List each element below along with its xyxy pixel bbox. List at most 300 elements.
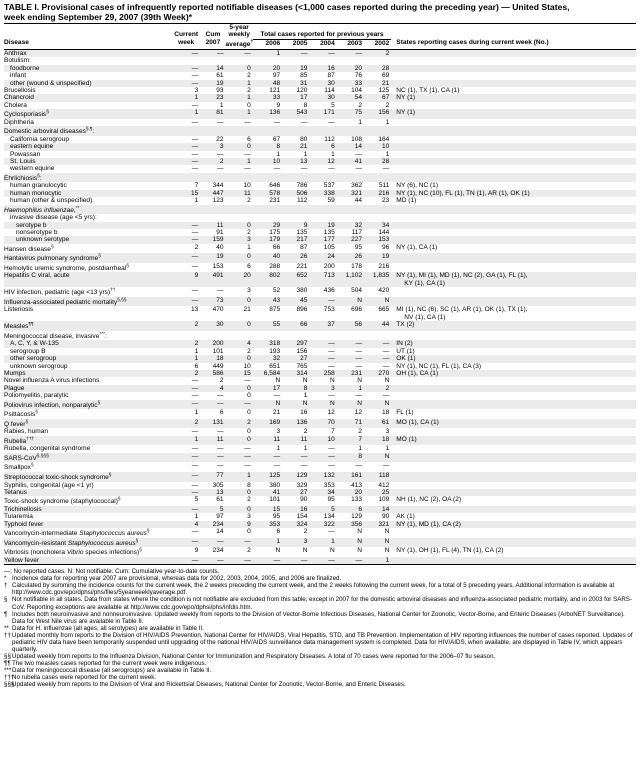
- footnote-mark: **: [75, 205, 80, 211]
- cases-2005-cell: 156: [296, 347, 308, 355]
- cum-2007-cell: 61: [216, 496, 224, 504]
- notifiable-diseases-table: [4, 23, 636, 565]
- states-reporting-cell: [391, 385, 636, 392]
- states-reporting-cell: [391, 521, 636, 528]
- cases-2004-cell: 19: [309, 222, 336, 229]
- cases-2004-cell: 30: [309, 94, 336, 101]
- cases-2005-cell: 324: [282, 521, 309, 528]
- disease-name: [4, 489, 172, 496]
- cases-2003-cell: 95: [354, 243, 363, 251]
- cases-2005-cell: 27: [282, 355, 309, 362]
- cum-2007-cell: 14: [216, 528, 224, 536]
- table-row: [4, 538, 636, 548]
- disease-name: [4, 57, 172, 64]
- cum-2007-cell: 97: [216, 513, 224, 521]
- cases-2006-cell: 17: [253, 385, 282, 392]
- cum-2007-cell: [200, 57, 225, 64]
- cases-2005-cell: 80: [300, 135, 308, 143]
- disease-name: [4, 496, 172, 506]
- states-reporting-text: NY (1), MI (1), MD (1), NC (2), GA (1), FL (1),: [396, 272, 528, 280]
- cases-2002-cell: [364, 205, 391, 215]
- cases-2005-cell: 652: [282, 272, 309, 287]
- cases-2004-cell: —: [309, 453, 336, 463]
- footnote-mark: §: [139, 548, 142, 554]
- five-year-avg-cell: 0: [247, 528, 251, 536]
- disease-label: eastern equine: [10, 143, 54, 151]
- cases-2006-cell: 55: [253, 321, 282, 331]
- five-year-avg-cell: 0: [226, 222, 253, 229]
- states-reporting-cell: [391, 173, 636, 183]
- table-row: [4, 409, 636, 419]
- states-reporting-cell: [391, 102, 636, 109]
- states-reporting-cell: [391, 72, 636, 79]
- cases-2002-cell: 25: [364, 489, 391, 496]
- five-year-avg-cell: —: [226, 538, 253, 548]
- footnote-mark: §: [25, 419, 29, 425]
- disease-label-italic: Staphylococcus aureus: [67, 539, 136, 547]
- footnote: [4, 653, 634, 660]
- disease-name: [4, 453, 172, 463]
- five-year-avg-cell: 3: [226, 236, 253, 243]
- cases-2004-cell: 258: [309, 370, 336, 377]
- footnote: [4, 681, 634, 688]
- cases-2004-cell: 436: [323, 287, 335, 295]
- cases-2002-cell: 61: [364, 419, 391, 429]
- cum-2007-cell: 159: [200, 236, 225, 243]
- five-year-avg-cell: 2: [247, 197, 251, 205]
- cum-2007-cell: 234: [212, 547, 224, 555]
- current-week-cell: —: [191, 262, 199, 270]
- cases-2003-cell: N: [337, 538, 364, 548]
- cases-2003-cell: 1,102: [337, 272, 364, 287]
- states-reporting-cell: [391, 400, 636, 410]
- disease-name: [4, 340, 172, 347]
- disease-name: [4, 263, 172, 273]
- disease-label: Rabies, human: [4, 428, 49, 436]
- cases-2002-cell: 125: [378, 86, 390, 94]
- cum-2007-cell: 3: [200, 143, 225, 150]
- cases-2004-cell: [309, 331, 336, 341]
- cases-2004-cell: 16: [309, 65, 336, 72]
- cases-2005-cell: N: [302, 377, 308, 385]
- footnote-mark: §: [46, 110, 49, 116]
- footnote: [4, 625, 634, 632]
- cases-2002-cell: 2: [364, 385, 391, 392]
- disease-name: [4, 253, 172, 263]
- states-reporting-cell: [391, 126, 636, 136]
- current-week-cell: 2: [172, 419, 200, 429]
- cases-2006-cell: 40: [253, 253, 282, 263]
- disease-name: [4, 229, 172, 236]
- cases-2003-cell: 129: [351, 513, 363, 521]
- five-year-avg-cell: 0: [226, 355, 253, 362]
- current-week-cell: —: [172, 49, 200, 57]
- cases-2005-cell: 896: [296, 306, 308, 314]
- current-week-cell: [172, 331, 200, 341]
- cases-2006-cell: 318: [253, 340, 282, 347]
- cases-2004-cell: [309, 205, 336, 215]
- cases-2005-cell: —: [282, 49, 309, 57]
- table-row: [4, 513, 636, 520]
- footnote-text: Updated weekly from reports to the Division of Viral and Rickettsial Diseases, National Center for Zoonotic, Vector-Borne, and Enteric Diseases.: [12, 681, 406, 689]
- year-2005-header: 2005: [292, 39, 308, 47]
- states-reporting-cell: [391, 321, 636, 331]
- cases-2003-cell: N: [357, 547, 363, 555]
- table-row: [4, 377, 636, 384]
- disease-name: [4, 409, 172, 419]
- cases-2006-cell: 20: [253, 65, 282, 72]
- disease-label: Syphilis, congenital (age <1 yr): [4, 481, 94, 489]
- disease-label: human (other & unspecified): [10, 197, 93, 205]
- cum-2007-cell: 91: [216, 228, 224, 236]
- states-reporting-cell: [391, 409, 636, 419]
- five-year-avg-cell: —: [226, 400, 253, 410]
- states-reporting-cell: [391, 190, 636, 197]
- cum-2007-cell: 101: [212, 347, 224, 355]
- five-year-avg-cell: —: [244, 165, 251, 173]
- cases-2005-cell: [282, 331, 309, 341]
- disease-name: [4, 136, 172, 143]
- cases-2005-cell: 16: [282, 506, 309, 513]
- current-week-cell: 1: [172, 109, 200, 119]
- current-week-cell: —: [172, 236, 200, 243]
- states-reporting-cell: [391, 222, 636, 229]
- disease-label: St. Louis: [10, 157, 36, 165]
- table-row: [4, 173, 636, 183]
- disease-name: [4, 385, 172, 392]
- current-week-cell: —: [172, 158, 200, 165]
- cases-2005-cell: —: [300, 118, 308, 126]
- table-row: [4, 182, 636, 189]
- cases-2006-cell: [253, 126, 282, 136]
- current-header-2: week: [178, 39, 195, 47]
- table-row: [4, 57, 636, 64]
- disease-label: western equine: [10, 165, 55, 173]
- cases-2005-cell: 314: [282, 370, 309, 377]
- footnote-text: Updated monthly from reports to the Division of HIV/AIDS Prevention, National Center for HIV/AIDS, Viral Hepatitis, STD, and TB Prevention. Implementation of HIV reporting influences the number of cases reported. Updates of pediatric HIV data have been temporarily suspended until upgrading of the national HIV/AIDS surveillance data management system is completed. Data for HIV/AIDS, when available, are displayed in Table IV, which appears quarterly.: [12, 631, 633, 653]
- year-2004-header: 2004: [320, 39, 335, 47]
- states-reporting-cell: [391, 49, 636, 57]
- five-year-avg-cell: —: [244, 118, 251, 126]
- disease-name: [4, 214, 172, 221]
- cases-2002-cell: N: [364, 297, 391, 307]
- table-row: [4, 340, 636, 347]
- cases-2005-cell: 2: [303, 428, 308, 436]
- cases-2006-cell: N: [275, 547, 281, 555]
- states-reporting-cell: [391, 538, 636, 548]
- cases-2002-cell: [364, 214, 391, 221]
- table-row: [4, 136, 636, 143]
- footnote-mark: §,§§: [117, 297, 127, 303]
- cases-2004-cell: 59: [327, 197, 335, 205]
- table-title: [4, 2, 636, 22]
- cases-2004-cell: [309, 126, 336, 136]
- states-reporting-cell: [391, 496, 636, 506]
- disease-name: [4, 197, 172, 204]
- disease-label: Hansen disease: [4, 245, 51, 253]
- disease-label: Poliomyelitis, paralytic: [4, 392, 69, 400]
- states-reporting-text-cont: KY (1), CA (1): [404, 279, 445, 287]
- table-row: [4, 94, 636, 101]
- disease-name: [4, 538, 172, 548]
- current-week-cell: 2: [172, 340, 200, 347]
- footnote: [4, 575, 634, 582]
- year-2003-header: 2003: [347, 39, 363, 47]
- cases-2002-cell: 28: [364, 65, 391, 72]
- cum-2007-cell: —: [200, 538, 225, 548]
- cases-2005-cell: 765: [296, 362, 308, 370]
- states-reporting-cell: [391, 506, 636, 513]
- cum-2007-cell: [200, 331, 225, 341]
- cases-2005-cell: 217: [282, 236, 309, 243]
- cases-2005-cell: 221: [296, 262, 308, 270]
- disease-label: Powassan: [10, 150, 41, 158]
- footnote-marker: **: [4, 624, 9, 632]
- current-week-cell: —: [191, 228, 199, 236]
- cum-2007-cell: 61: [216, 72, 224, 80]
- table-row: [4, 370, 636, 377]
- states-reporting-text: FL (1): [396, 409, 414, 417]
- footnote: [4, 611, 634, 625]
- states-reporting-cell: [391, 557, 636, 565]
- cum-2007-cell: 234: [200, 521, 225, 528]
- current-header-1: Current: [174, 31, 199, 39]
- cases-2004-cell: —: [328, 347, 335, 355]
- states-reporting-cell: [391, 165, 636, 172]
- cases-2003-cell: 362: [351, 182, 363, 190]
- table-row: [4, 521, 636, 528]
- cases-2003-cell: 41: [337, 158, 364, 165]
- footnote-marker: ¶: [4, 610, 8, 618]
- disease-name: [4, 205, 172, 215]
- cases-2004-cell: —: [328, 462, 335, 470]
- cases-2005-cell: 8: [303, 101, 308, 109]
- cases-2006-cell: N: [253, 400, 282, 410]
- current-week-cell: 1: [194, 409, 199, 417]
- disease-label: serogroup B: [10, 347, 46, 355]
- disease-name: [4, 419, 172, 429]
- cases-2005-cell: 112: [297, 197, 308, 205]
- states-reporting-text: NY (1), MD (1), CA (2): [396, 520, 461, 528]
- cases-2004-cell: [309, 214, 336, 221]
- states-reporting-cell: [391, 253, 636, 263]
- cases-2004-cell: 112: [324, 135, 335, 143]
- cases-2004-cell: 1: [331, 150, 335, 158]
- cum-2007-cell: —: [200, 400, 225, 410]
- current-week-cell: —: [191, 101, 199, 109]
- disease-name: [4, 363, 172, 370]
- cases-2002-cell: 90: [382, 513, 390, 521]
- five-year-avg-cell: 15: [226, 370, 253, 377]
- cum-2007-cell: 491: [200, 272, 225, 287]
- cases-2006-cell: [253, 57, 282, 64]
- cum-2007-cell: 13: [200, 489, 225, 496]
- cases-2006-cell: 651: [269, 362, 281, 370]
- table-row: [4, 109, 636, 119]
- disease-label: Smallpox: [4, 464, 31, 472]
- cases-2004-cell: [309, 57, 336, 64]
- five-year-avg-cell: 1: [226, 80, 253, 87]
- cases-2003-cell: 8: [337, 453, 364, 463]
- cases-2002-cell: 44: [364, 321, 391, 331]
- disease-label: Domestic arboviral diseases: [4, 128, 86, 136]
- disease-name: [4, 287, 172, 297]
- five-year-avg-cell: 2: [247, 496, 251, 504]
- current-week-cell: 9: [194, 547, 199, 555]
- cases-2002-cell: —: [364, 355, 391, 362]
- disease-label: unknown serogroup: [10, 362, 68, 370]
- disease-label-tail: species infections): [83, 549, 140, 557]
- states-reporting-text: MD (1): [396, 197, 417, 205]
- current-week-cell: 7: [194, 182, 199, 190]
- cum-2007-cell: —: [216, 118, 224, 126]
- states-reporting-text: MI (1), NC (6), SC (1), AR (1), OK (1), TX (1),: [396, 306, 528, 314]
- cases-2006-cell: 121: [269, 86, 281, 94]
- cases-2004-cell: 537: [323, 182, 335, 190]
- cases-2004-cell: 177: [309, 236, 336, 243]
- table-row: [4, 506, 636, 513]
- five-year-avg-cell: 2: [247, 228, 251, 236]
- cases-2004-cell: 338: [309, 190, 336, 197]
- cum-header-1: Cum: [205, 31, 221, 39]
- cases-2006-cell: —: [273, 118, 281, 126]
- cases-2003-cell: 696: [351, 306, 363, 314]
- current-week-cell: —: [191, 135, 199, 143]
- disease-label: Psittacosis: [4, 411, 36, 419]
- cases-2004-cell: 322: [309, 521, 336, 528]
- current-week-cell: —: [172, 506, 200, 513]
- footnote-text: Data for H. influenzae (all ages, all serotypes) are available in Table II.: [12, 624, 204, 632]
- states-reporting-cell: [391, 547, 636, 557]
- cases-2006-cell: 41: [253, 489, 282, 496]
- cases-2002-cell: N: [364, 538, 391, 548]
- footnote-mark: §: [126, 263, 129, 269]
- cases-2006-cell: 11: [253, 436, 282, 446]
- disease-name: [4, 355, 172, 362]
- cases-2006-cell: 578: [253, 190, 282, 197]
- cases-2006-cell: 169: [253, 419, 282, 429]
- disease-name: [4, 392, 172, 399]
- table-row: [4, 102, 636, 109]
- table-row: [4, 363, 636, 370]
- disease-label: A, C, Y, & W-135: [10, 340, 59, 348]
- five-year-avg-cell: 4: [226, 340, 253, 347]
- cases-2004-cell: 134: [323, 513, 335, 521]
- cases-2005-cell: 506: [282, 190, 309, 197]
- cases-2004-cell: 105: [323, 243, 335, 251]
- cases-2004-cell: —: [309, 297, 336, 307]
- cases-2005-cell: 19: [282, 65, 309, 72]
- cases-2003-cell: —: [337, 557, 364, 565]
- five-year-avg-cell: 0: [226, 297, 253, 307]
- cases-2003-cell: 54: [337, 94, 364, 101]
- table-row: [4, 392, 636, 399]
- cases-2004-cell: 70: [309, 419, 336, 429]
- current-week-cell: —: [191, 72, 199, 80]
- cum-2007-cell: 11: [200, 436, 225, 446]
- disease-label: Vancomycin-intermediate: [4, 530, 80, 538]
- cases-2002-cell: 1: [385, 150, 390, 158]
- disease-name: [4, 165, 172, 172]
- cum-2007-cell: 22: [216, 135, 224, 143]
- disease-label: Diphtheria: [4, 118, 34, 126]
- disease-label: Cyclosporiasis: [4, 111, 47, 119]
- current-week-cell: 1: [194, 513, 199, 521]
- states-reporting-cell: [391, 236, 636, 243]
- footnote-marker: §§§: [4, 681, 15, 689]
- cases-2002-cell: 28: [364, 158, 391, 165]
- states-reporting-text: NY (6), NC (1): [396, 182, 439, 190]
- cases-2006-cell: —: [253, 557, 282, 565]
- five-year-avg-cell: 2: [247, 86, 251, 94]
- current-week-cell: 6: [194, 362, 199, 370]
- cases-2005-cell: 31: [282, 80, 309, 87]
- cases-2003-cell: 2: [358, 428, 363, 436]
- cum-2007-cell: 344: [212, 182, 224, 190]
- cases-2006-cell: 802: [253, 272, 282, 287]
- cases-2004-cell: 353: [323, 481, 335, 489]
- table-row: [4, 143, 636, 150]
- cases-2003-cell: —: [355, 462, 363, 470]
- current-week-cell: —: [172, 489, 200, 496]
- footnote-marker: †††: [4, 673, 15, 681]
- cases-2002-cell: N: [364, 453, 391, 463]
- states-reporting-cell: [391, 462, 636, 472]
- current-week-cell: —: [172, 538, 200, 548]
- cum-2007-cell: 73: [200, 297, 225, 307]
- cases-2006-cell: —: [253, 453, 282, 463]
- cases-2002-cell: 1: [385, 445, 390, 453]
- five-year-avg-cell: 1: [247, 243, 251, 251]
- five-year-avg-cell: 0: [226, 506, 253, 513]
- table-row: [4, 547, 636, 557]
- current-week-cell: 1: [172, 436, 200, 446]
- cum-2007-cell: —: [200, 557, 225, 565]
- states-reporting-cell: [391, 363, 636, 370]
- disease-name: [4, 236, 172, 243]
- disease-name: [4, 370, 172, 377]
- cases-2006-cell: [253, 331, 282, 341]
- disease-label: Ehrlichiosis: [4, 174, 38, 182]
- table-row: [4, 355, 636, 362]
- cases-2004-cell: 6: [309, 143, 336, 150]
- previous-years-header: Total cases reported for previous years: [253, 31, 392, 39]
- disease-label: Brucellosis: [4, 86, 36, 94]
- footnote: [4, 568, 634, 575]
- cases-2003-cell: N: [337, 297, 364, 307]
- five-year-avg-cell: 11: [226, 190, 253, 197]
- cases-2006-cell: 101: [269, 496, 281, 504]
- cases-2004-cell: 5: [331, 101, 335, 109]
- table-row: [4, 496, 636, 506]
- cases-2002-cell: N: [364, 400, 391, 410]
- disease-name: [4, 521, 172, 528]
- cases-2005-cell: 26: [282, 253, 309, 263]
- current-week-cell: 2: [172, 370, 200, 377]
- cum-2007-cell: 77: [200, 472, 225, 482]
- states-reporting-text: OH (1), CA (1): [396, 370, 439, 378]
- cases-2006-cell: [253, 173, 282, 183]
- cases-2003-cell: [337, 205, 364, 215]
- cum-2007-cell: 23: [200, 94, 225, 101]
- five-year-avg-cell: 0: [226, 65, 253, 72]
- cum-2007-cell: 40: [216, 243, 224, 251]
- disease-name: [4, 119, 172, 126]
- cases-2002-cell: 69: [382, 72, 390, 80]
- cases-2006-cell: —: [273, 462, 281, 470]
- disease-label: human granulocytic: [10, 182, 67, 190]
- cases-2003-cell: 32: [337, 222, 364, 229]
